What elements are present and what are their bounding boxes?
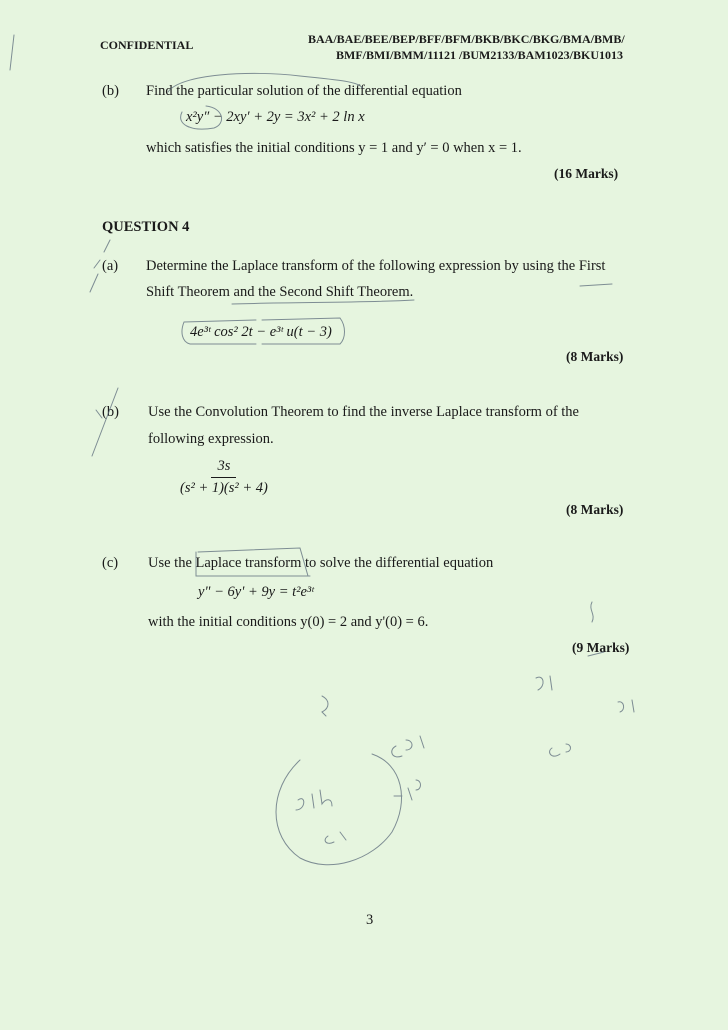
q4b-numerator: 3s bbox=[211, 458, 236, 478]
q4a-line2: Shift Theorem and the Second Shift Theorem. bbox=[146, 284, 414, 300]
circle-sin-cos bbox=[276, 754, 402, 865]
scribble-sin-small bbox=[536, 676, 552, 690]
scribble-cos-bottom bbox=[325, 832, 346, 843]
slash-b bbox=[92, 388, 118, 456]
q4b-marks: (8 Marks) bbox=[566, 502, 624, 517]
q4c-equation: y" − 6y' + 9y = t²e³ᵗ bbox=[198, 584, 314, 600]
underline-first bbox=[580, 284, 612, 286]
course-codes-line2: BMF/BMI/BMM/11121 /BUM2133/BAM1023/BKU1013 bbox=[336, 48, 623, 62]
prev-part-b-marks: (16 Marks) bbox=[554, 166, 619, 181]
q4c-marks: (9 Marks) bbox=[572, 640, 630, 655]
scribble-cos bbox=[550, 744, 571, 756]
q4a-marks: (8 Marks) bbox=[566, 349, 624, 364]
prev-part-b-equation: x²y″ − 2xy′ + 2y = 3x² + 2 ln x bbox=[186, 109, 365, 125]
scribble-cos-top bbox=[392, 736, 424, 757]
q4c-conditions: with the initial conditions y(0) = 2 and y'(0) = 6. bbox=[148, 614, 429, 630]
q4c-label: (c) bbox=[102, 555, 119, 571]
prev-part-b-conditions: which satisfies the initial conditions y = 1 and y′ = 0 when x = 1. bbox=[146, 140, 522, 156]
scribble-minus-sin bbox=[394, 780, 421, 800]
scribble-si bbox=[618, 700, 634, 712]
q4a-label: (a) bbox=[102, 258, 119, 274]
q4b-denominator: (s² + 1)(s² + 4) bbox=[180, 480, 268, 496]
q4b-fraction bbox=[180, 458, 268, 497]
scribble-s bbox=[591, 602, 593, 622]
q4c-instruction: Use the Laplace transform to solve the differential equation bbox=[148, 555, 494, 571]
q4a-line1: Determine the Laplace transform of the following expression by using the First bbox=[146, 258, 606, 274]
course-codes-line1: BAA/BAE/BEE/BEP/BFF/BFM/BKB/BKC/BKG/BMA/BMB/ bbox=[308, 32, 625, 46]
q4b-label: (b) bbox=[102, 404, 119, 420]
scribble-sin bbox=[296, 790, 332, 810]
scribble-hook bbox=[322, 696, 328, 716]
prev-part-b-instruction: Find the particular solution of the differential equation bbox=[146, 83, 462, 99]
margin-mark-top bbox=[10, 35, 14, 70]
question-title: QUESTION 4 bbox=[102, 219, 190, 235]
q4a-expression: 4e³ᵗ cos² 2t − e³ᵗ u(t − 3) bbox=[190, 324, 332, 340]
check-line-a bbox=[90, 274, 98, 292]
prev-part-b-label: (b) bbox=[102, 83, 119, 99]
confidential-label: CONFIDENTIAL bbox=[100, 38, 194, 52]
page-number: 3 bbox=[366, 912, 374, 928]
q4b-line1: Use the Convolution Theorem to find the inverse Laplace transform of the bbox=[148, 404, 579, 420]
q4b-line2: following expression. bbox=[148, 431, 274, 447]
